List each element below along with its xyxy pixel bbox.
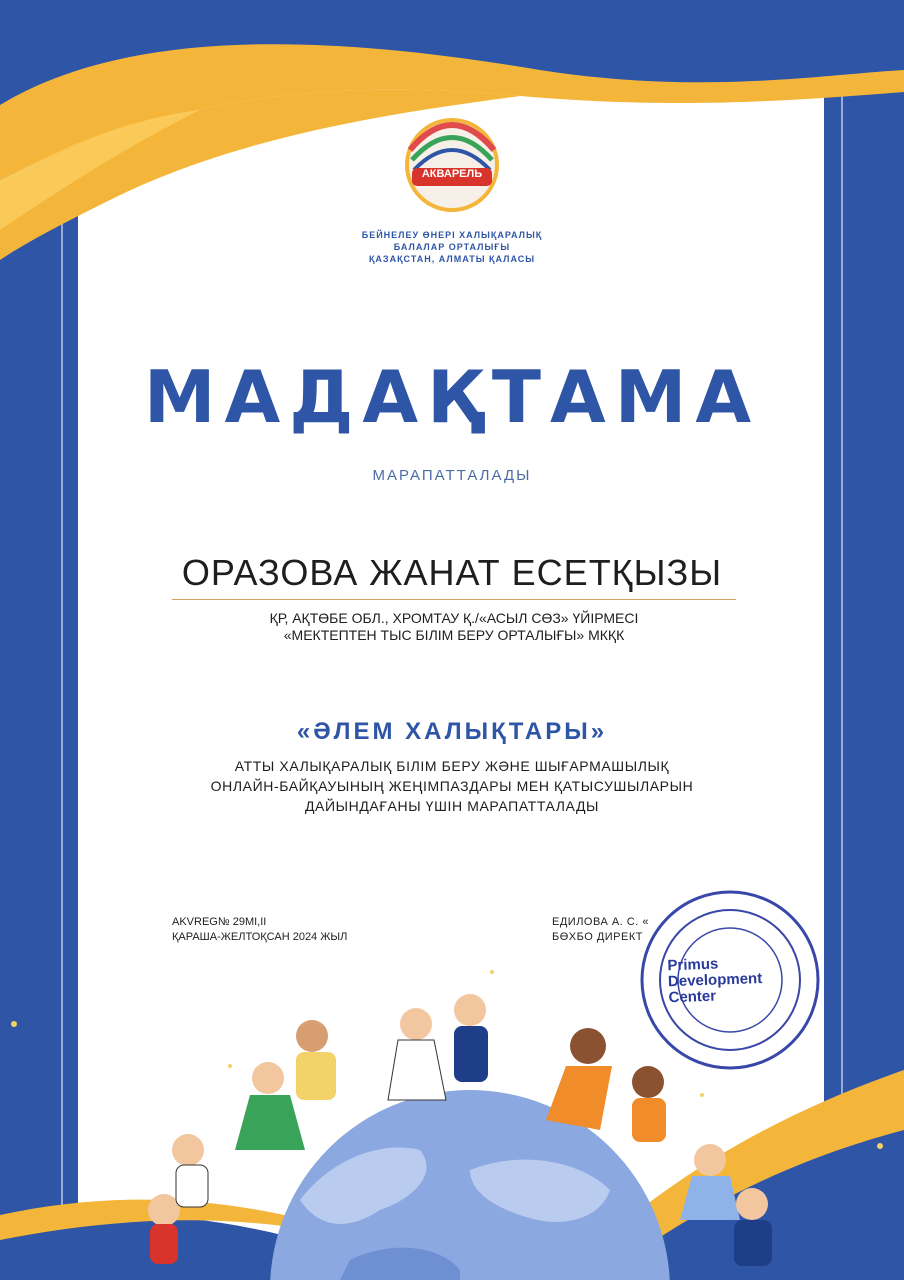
director-name: ЕДИЛОВА А. С. « — [552, 916, 649, 928]
recipient-name: ОРАЗОВА ЖАНАТ ЕСЕТҚЫЗЫ — [181, 552, 723, 593]
stamp — [667, 954, 799, 1007]
logo-text: АКВАРЕЛЬ — [421, 168, 483, 180]
org-line-2: БАЛАЛАР ОРТАЛЫҒЫ — [393, 242, 511, 252]
period: ҚАРАША-ЖЕЛТОҚСАН 2024 ЖЫЛ — [172, 931, 348, 943]
desc-line-1: АТТЫ ХАЛЫҚАРАЛЫҚ БІЛІМ БЕРУ ЖӘНЕ ШЫҒАРМАШЫЛЫҚ — [234, 758, 670, 774]
registration-number: AKVREG№ 29MI,II — [172, 916, 267, 928]
organization-name — [330, 229, 574, 265]
director-info — [552, 915, 752, 945]
certificate-subtitle: МАРАПАТТАЛАДЫ — [372, 467, 532, 484]
stamp-line-2: Development — [667, 969, 763, 991]
contest-name: «ӘЛЕМ ХАЛЫҚТАРЫ» — [296, 718, 608, 745]
stamp-line-3: Center — [668, 987, 717, 1007]
stamp-line-1: Primus — [667, 955, 719, 975]
desc-line-3: ДАЙЫНДАҒАНЫ ҮШІН МАРАПАТТАЛАДЫ — [304, 798, 600, 814]
director-title: БӨХБО ДИРЕКТ — [552, 931, 643, 943]
recipient-org-line-2: «МЕКТЕПТЕН ТЫС БІЛІМ БЕРУ ОРТАЛЫҒЫ» МКҚК — [283, 627, 625, 643]
name-underline — [172, 599, 736, 600]
registration-info — [172, 915, 432, 945]
recipient-org-line-1: ҚР, АҚТӨБЕ ОБЛ., ХРОМТАУ Қ./«АСЫЛ СӨЗ» ҮЙІРМЕСІ — [269, 610, 639, 626]
certificate-title: МАДАҚТАМА — [143, 355, 761, 439]
desc-line-2: ОНЛАЙН-БАЙҚАУЫНЫҢ ЖЕҢІМПАЗДАРЫ МЕН ҚАТЫСУШЫЛАРЫН — [210, 778, 694, 794]
org-line-3: ҚАЗАҚСТАН, АЛМАТЫ ҚАЛАСЫ — [368, 254, 536, 264]
org-line-1: БЕЙНЕЛЕУ ӨНЕРІ ХАЛЫҚАРАЛЫҚ — [361, 230, 543, 240]
recipient-organization — [172, 610, 736, 644]
award-description — [142, 756, 762, 816]
